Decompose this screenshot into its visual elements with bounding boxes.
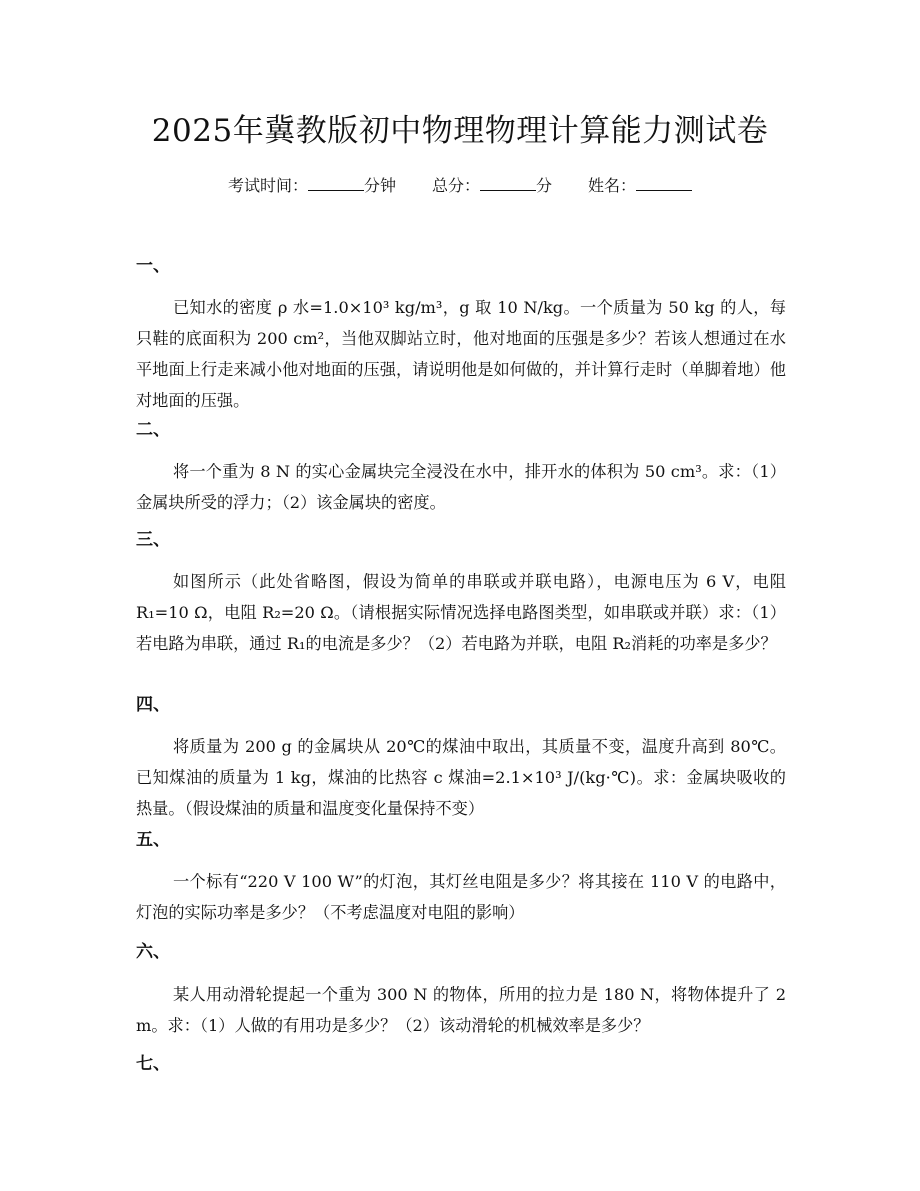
- name-blank: [636, 176, 692, 191]
- score-label: 总分：: [431, 176, 480, 195]
- section-2-heading: 二、: [136, 420, 170, 440]
- section-3-heading: 三、: [136, 530, 170, 550]
- exam-info-line: [0, 174, 920, 198]
- time-label: 考试时间：: [227, 176, 308, 195]
- section-4-heading: 四、: [136, 695, 170, 715]
- question-1-text: 已知水的密度 ρ 水=1.0×10³ kg/m³，g 取 10 N/kg。一个质量为 50 kg 的人，每只鞋的底面积为 200 cm²，当他双脚站立时，他对地面的压强是多少？若该人想通过在水平地面上行走来减小他对地面的压强，请说明他是如何做的，并计算行走时（单脚着地）他对地面的压强。: [136, 298, 786, 410]
- question-4-text: 将质量为 200 g 的金属块从 20℃的煤油中取出，其质量不变，温度升高到 80℃。已知煤油的质量为 1 kg，煤油的比热容 c 煤油=2.1×10³ J/(kg·℃)。求：金属块吸收的热量。（假设煤油的质量和温度变化量保持不变）: [136, 737, 786, 818]
- section-6-heading: 六、: [136, 942, 170, 962]
- page-title: 2025年冀教版初中物理物理计算能力测试卷: [151, 113, 769, 149]
- question-3-text: 如图所示（此处省略图，假设为简单的串联或并联电路），电源电压为 6 V，电阻 R₁=10 Ω，电阻 R₂=20 Ω。（请根据实际情况选择电路图类型，如串联或并联）求：（1）若电路为串联，通过 R₁的电流是多少？（2）若电路为并联，电阻 R₂消耗的功率是多少？: [136, 572, 786, 653]
- question-5-text: 一个标有“220 V 100 W”的灯泡，其灯丝电阻是多少？将其接在 110 V 的电路中，灯泡的实际功率是多少？（不考虑温度对电阻的影响）: [136, 872, 786, 922]
- question-2-text: 将一个重为 8 N 的实心金属块完全浸没在水中，排开水的体积为 50 cm³。求：（1）金属块所受的浮力；（2）该金属块的密度。: [136, 462, 786, 512]
- score-unit: 分: [536, 176, 553, 195]
- section-5-heading: 五、: [136, 830, 170, 850]
- score-blank: [480, 176, 536, 191]
- question-6-text: 某人用动滑轮提起一个重为 300 N 的物体，所用的拉力是 180 N，将物体提升了 2 m。求：（1）人做的有用功是多少？（2）该动滑轮的机械效率是多少？: [136, 985, 786, 1035]
- time-blank: [308, 176, 364, 191]
- time-unit: 分钟: [363, 176, 396, 195]
- name-label: 姓名：: [588, 176, 637, 195]
- section-7-heading: 七、: [136, 1054, 170, 1074]
- section-1-heading: 一、: [136, 256, 170, 276]
